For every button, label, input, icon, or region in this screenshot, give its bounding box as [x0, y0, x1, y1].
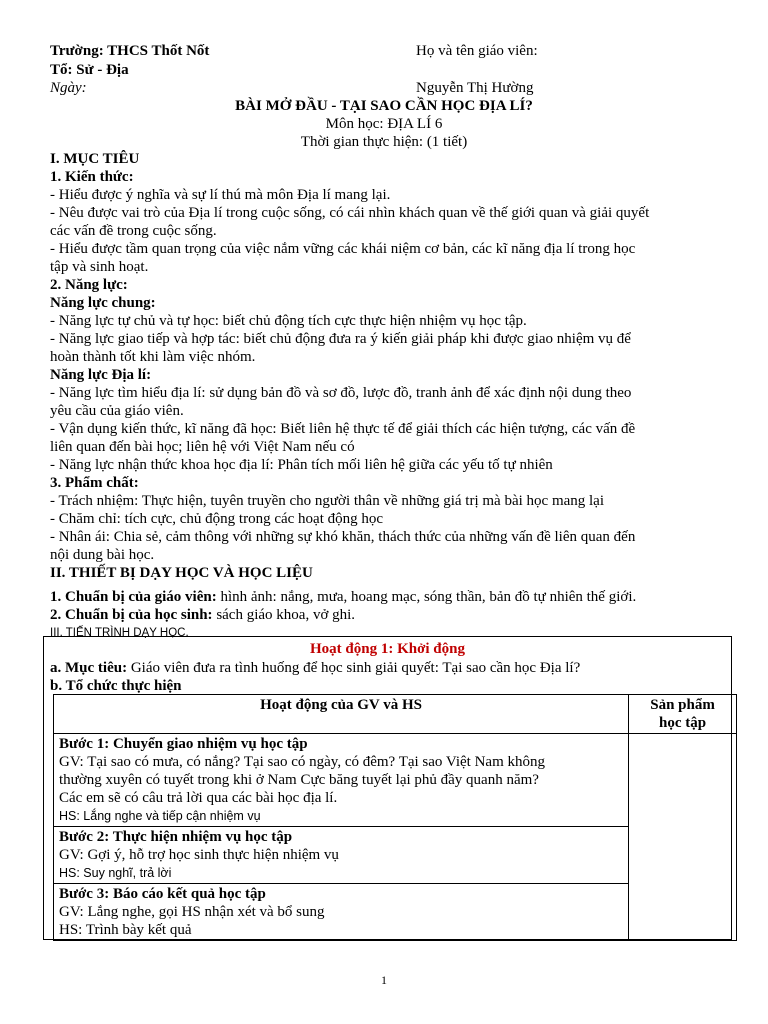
objectives-section — [50, 150, 730, 582]
body-line: Năng lực chung: — [50, 295, 156, 311]
teacher-label: Họ và tên giáo viên: — [416, 43, 538, 59]
body-line: 2. Năng lực: — [50, 277, 128, 293]
body-line: - Trách nhiệm: Thực hiện, tuyên truyền cho người thân về những giá trị mà bài học mang lại — [50, 493, 605, 509]
body-line: - Hiểu được tầm quan trọng của việc nắm vững các khái niệm cơ bản, các kĩ năng địa lí trong học — [50, 241, 636, 257]
body-line: - Năng lực tự chủ và tự học: biết chủ động tích cực thực hiện nhiệm vụ học tập. — [50, 313, 527, 329]
body-line: - Nhân ái: Chia sẻ, cảm thông với những sự khó khăn, thách thức của những vấn đề liên quan đến — [50, 529, 636, 545]
body-line: nội dung bài học. — [50, 547, 155, 563]
step-title: Bước 2: Thực hiện nhiệm vụ học tập — [59, 829, 293, 845]
step-line: HS: Trình bày kết quả — [59, 922, 192, 938]
header-activity: Hoạt động của GV và HS — [54, 695, 629, 734]
lesson-title: BÀI MỞ ĐẦU - TẠI SAO CẦN HỌC ĐỊA LÍ? — [235, 98, 533, 114]
student-preparation-text: sách giáo khoa, vở ghi. — [212, 607, 356, 623]
body-line: liên quan đến bài học; liên hệ với Việt Nam nếu có — [50, 439, 355, 455]
body-line: các vấn đề trong cuộc sống. — [50, 223, 217, 239]
body-line: 1. Kiến thức: — [50, 169, 134, 185]
step-line: GV: Gợi ý, hỗ trợ học sinh thực hiện nhiệm vụ — [59, 847, 339, 863]
activity-table — [53, 694, 737, 941]
body-line: - Vận dụng kiến thức, kĩ năng đã học: Biết liên hệ thực tế để giải thích các hiện tượng, các vấn đề — [50, 421, 636, 437]
header-product-line2: học tập — [659, 715, 707, 731]
lesson-subject: Môn học: ĐỊA LÍ 6 — [325, 116, 443, 132]
date-label: Ngày: — [50, 80, 87, 96]
step-line: HS: Lắng nghe và tiếp cận nhiệm vụ — [59, 809, 261, 823]
body-line: yêu cầu của giáo viên. — [50, 403, 184, 419]
step-line: thường xuyên có tuyết trong khi ở Nam Cực băng tuyết lại phủ đầy quanh năm? — [59, 772, 539, 788]
step-cell-1 — [54, 734, 629, 827]
step-line: Các em sẽ có câu trả lời qua các bài học địa lí. — [59, 790, 338, 806]
section-iii-heading: III. TIẾN TRÌNH DẠY HỌC. — [50, 627, 189, 639]
body-line: tập và sinh hoạt. — [50, 259, 149, 275]
activity-goal-label: a. Mục tiêu: — [50, 660, 128, 676]
activity-goal — [50, 659, 580, 677]
body-line: - Chăm chỉ: tích cực, chủ động trong các hoạt động học — [50, 511, 384, 527]
step-line: GV: Tại sao có mưa, có nắng? Tại sao có ngày, có đêm? Tại sao Việt Nam không — [59, 754, 545, 770]
student-preparation — [50, 606, 355, 624]
lesson-duration: Thời gian thực hiện: (1 tiết) — [300, 134, 468, 150]
header-product — [629, 695, 737, 734]
header-product-line1: Sản phẩm — [650, 697, 715, 713]
step-cell-2 — [54, 827, 629, 884]
activity-title: Hoạt động 1: Khởi động — [309, 641, 465, 657]
page-number: 1 — [381, 973, 387, 987]
activity-goal-text: Giáo viên đưa ra tình huống để học sinh giải quyết: Tại sao cần học Địa lí? — [127, 660, 581, 676]
body-line: 3. Phẩm chất: — [50, 475, 139, 491]
body-line: - Nêu được vai trò của Địa lí trong cuộc sống, có cái nhìn khách quan về thế giới quan và giải quyết — [50, 205, 650, 221]
step-title: Bước 1: Chuyển giao nhiệm vụ học tập — [59, 736, 308, 752]
step-line: HS: Suy nghĩ, trả lời — [59, 866, 172, 880]
school-name: Trường: THCS Thốt Nốt — [50, 43, 210, 59]
teacher-preparation-label: 1. Chuẩn bị của giáo viên: — [50, 589, 217, 605]
subject-group: Tổ: Sử - Địa — [50, 62, 129, 78]
body-line: II. THIẾT BỊ DẠY HỌC VÀ HỌC LIỆU — [50, 565, 313, 581]
body-line: - Hiểu được ý nghĩa và sự lí thú mà môn Địa lí mang lại. — [50, 187, 391, 203]
body-line: - Năng lực nhận thức khoa học địa lí: Phân tích mối liên hệ giữa các yếu tố tự nhiên — [50, 457, 553, 473]
step-cell-3 — [54, 884, 629, 941]
teacher-name: Nguyễn Thị Hường — [416, 80, 534, 96]
step-title: Bước 3: Báo cáo kết quả học tập — [59, 886, 266, 902]
body-line: - Năng lực tìm hiểu địa lí: sử dụng bản đồ và sơ đồ, lược đồ, tranh ảnh để xác định nội dung theo — [50, 385, 632, 401]
teacher-preparation — [50, 588, 636, 606]
step-line: GV: Lắng nghe, gọi HS nhận xét và bổ sung — [59, 904, 325, 920]
table-header-row — [54, 695, 737, 734]
body-line: hoàn thành tốt khi làm việc nhóm. — [50, 349, 256, 365]
teacher-preparation-text: hình ảnh: nắng, mưa, hoang mạc, sóng thần, bản đồ tự nhiên thế giới. — [216, 589, 637, 605]
body-line: - Năng lực giao tiếp và hợp tác: biết chủ động đưa ra ý kiến giải pháp khi được giao nhiệm vụ để — [50, 331, 631, 347]
activity-organization: b. Tổ chức thực hiện — [50, 678, 182, 694]
student-preparation-label: 2. Chuẩn bị của học sinh: — [50, 607, 213, 623]
body-line: Năng lực Địa lí: — [50, 367, 152, 383]
table-row — [54, 734, 737, 827]
product-cell — [629, 734, 737, 941]
body-line: I. MỤC TIÊU — [50, 151, 140, 167]
